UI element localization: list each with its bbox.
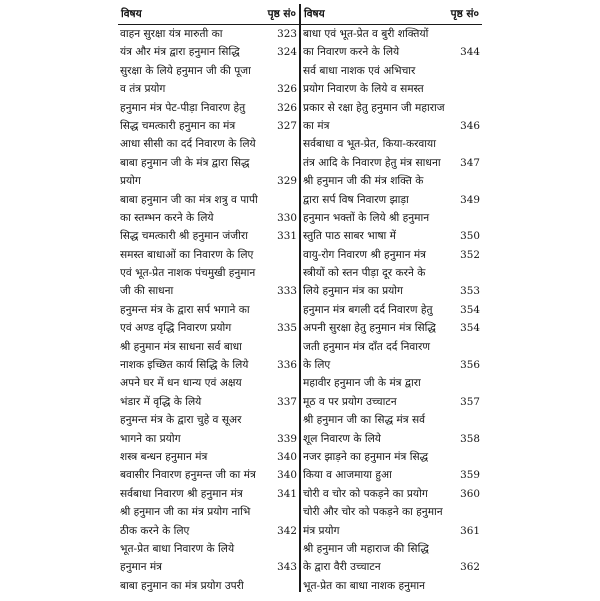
entry-page-number: 342 [277, 524, 297, 537]
index-entry [301, 356, 482, 374]
entry-title: बाधा एवं भूत-प्रेत व बुरी शक्तियों [303, 28, 429, 40]
entry-title: भंडार में वृद्धि के लिये [120, 395, 202, 408]
entry-title: का निवारण करने के लिये [303, 46, 400, 59]
entry-title: प्रकार से रक्षा हेतु हनुमान जी महाराज [303, 101, 445, 114]
entry-title: सर्वबाधा व भूत-प्रेत, किया-करवाया [303, 138, 436, 151]
entry-title: सुरक्षा के लिये हनुमान जी की पूजा [120, 64, 251, 77]
entry-page-number: 357 [460, 395, 480, 408]
entry-title: अपनी सुरक्षा हेतु हनुमान मंत्र सिद्धि [303, 322, 436, 335]
entry-title: किया व आजमाया हुआ [303, 469, 392, 482]
entry-title: एवं भूत-प्रेत नाशक पंचमुखी हनुमान [120, 267, 256, 280]
entry-title: श्री हनुमान जी महाराज की सिद्धि [303, 542, 429, 555]
entry-page-number: 337 [277, 395, 297, 408]
index-entry [118, 227, 299, 245]
entry-title: भागने का प्रयोग [120, 432, 181, 445]
left-entries [118, 25, 299, 595]
right-column [301, 4, 482, 592]
entry-title: श्री हनुमान जी का सिद्ध मंत्र सर्व [303, 414, 425, 427]
entry-title: बाबा हनुमान जी के मंत्र द्वारा सिद्ध [120, 156, 250, 169]
entry-title: अपने घर में धन धान्य एवं अक्षय [120, 377, 242, 390]
entry-page-number: 350 [460, 230, 480, 243]
entry-page-number: 323 [277, 28, 297, 40]
entry-page-number: 330 [277, 211, 297, 224]
index-entry [301, 172, 482, 190]
entry-title: नजर झाड़ने का हनुमान मंत्र सिद्ध [303, 450, 429, 463]
entry-title: एवं अण्ड वृद्धि निवारण प्रयोग [120, 322, 232, 335]
entry-page-number: 354 [460, 322, 480, 335]
entry-title: मूठ व पर प्रयोग उच्चाटन [303, 395, 397, 408]
index-page [118, 4, 482, 592]
entry-page-number: 324 [277, 46, 297, 59]
entry-title: आधा सीसी का दर्द निवारण के लिये [120, 138, 256, 151]
entry-title: भूत-प्रेत का बाधा नाशक हनुमान [303, 579, 425, 592]
entry-title: श्री हनुमान मंत्र साधना सर्व बाधा [120, 340, 242, 353]
index-entry [118, 99, 299, 117]
index-entry [301, 577, 482, 595]
entry-title: लिये हनुमान मंत्र का प्रयोग [303, 285, 403, 298]
entry-title: मंत्र प्रयोग [303, 524, 340, 537]
entry-title: श्री हनुमान जी का मंत्र प्रयोग नाभि [120, 506, 251, 519]
index-entry [301, 99, 482, 117]
index-entry [301, 62, 482, 80]
index-entry [301, 430, 482, 448]
entry-page-number: 333 [277, 285, 297, 298]
entry-page-number: 336 [277, 359, 297, 372]
index-entry [118, 62, 299, 80]
index-entry [301, 43, 482, 61]
entry-title: सर्व बाधा नाशक एवं अभिचार [303, 64, 416, 77]
index-entry [118, 319, 299, 337]
entry-title: वाहन सुरक्षा यंत्र मारुती का [120, 28, 223, 40]
entry-title: हनुमन्त मंत्र के द्वारा चुहे व सूअर [120, 414, 242, 427]
entry-title: नाशक इच्छित कार्य सिद्धि के लिये [120, 359, 249, 372]
index-entry [118, 172, 299, 190]
index-entry [301, 540, 482, 558]
index-entry [301, 301, 482, 319]
entry-page-number: 340 [277, 450, 297, 463]
index-entry [301, 338, 482, 356]
index-entry [118, 558, 299, 576]
index-entry [301, 466, 482, 484]
entry-title: द्वारा सर्प विष निवारण झाड़ा [303, 193, 409, 206]
entry-title: चोरी और चोर को पकड़ने का हनुमान [303, 506, 443, 519]
entry-title: सिद्ध चमत्कारी हनुमान का मंत्र [120, 119, 236, 132]
index-entry [301, 135, 482, 153]
entry-title: जती हनुमान मंत्र दाँत दर्द निवारण [303, 340, 431, 353]
entry-page-number: 326 [277, 101, 297, 114]
index-entry [118, 466, 299, 484]
entry-title: हनुमान मंत्र [120, 561, 163, 574]
entry-title: हनुमन्त मंत्र के द्वारा सर्प भगाने का [120, 303, 250, 316]
entry-title: जी की साधना [120, 285, 174, 298]
entry-title: शूल निवारण के लिये [303, 432, 381, 445]
entry-title: का स्तम्भन करने के लिये [120, 211, 214, 224]
entry-title: बाबा हनुमान का मंत्र प्रयोग उपरी [120, 579, 244, 592]
entry-title: हनुमान मंत्र बगली दर्द निवारण हेतु [303, 303, 433, 316]
entry-title: बवासीर निवारण हनुमन्त जी का मंत्र [120, 469, 256, 482]
index-entry [118, 338, 299, 356]
index-entry [301, 374, 482, 392]
index-entry [301, 448, 482, 466]
right-entries [301, 25, 482, 595]
index-entry [118, 577, 299, 595]
index-entry [118, 356, 299, 374]
entry-page-number: 340 [277, 469, 297, 482]
entry-page-number: 360 [460, 487, 480, 500]
entry-page-number: 362 [460, 561, 480, 574]
entry-page-number: 344 [460, 46, 480, 59]
subject-heading: विषय [121, 8, 142, 20]
entry-page-number: 341 [277, 487, 297, 500]
entry-page-number: 358 [460, 432, 480, 445]
entry-title: समस्त बाधाओं का निवारण के लिए [120, 248, 254, 261]
index-entry [301, 503, 482, 521]
entry-title: हनुमान मंत्र पेट-पीड़ा निवारण हेतु [120, 101, 246, 114]
index-entry [301, 522, 482, 540]
entry-page-number: 331 [277, 230, 297, 243]
entry-title: स्त्रीयों को स्तन पीड़ा दूर करने के [303, 267, 426, 280]
index-entry [118, 191, 299, 209]
index-entry [301, 246, 482, 264]
index-entry [118, 264, 299, 282]
left-column [118, 4, 299, 592]
index-entry [301, 227, 482, 245]
index-entry [118, 301, 299, 319]
index-entry [118, 448, 299, 466]
entry-title: स्तुति पाठ साबर भाषा में [303, 230, 397, 243]
index-entry [118, 25, 299, 43]
entry-page-number: 343 [277, 561, 297, 574]
entry-page-number: 347 [460, 156, 480, 169]
entry-page-number: 354 [460, 303, 480, 316]
page-number-heading: पृष्ठ सं० [267, 8, 296, 20]
entry-page-number: 352 [460, 248, 480, 261]
index-entry [118, 117, 299, 135]
entry-page-number: 346 [460, 119, 480, 132]
entry-title: चोरी व चोर को पकड़ने का प्रयोग [303, 487, 428, 500]
entry-title: बाबा हनुमान जी का मंत्र शत्रु व पापी [120, 193, 258, 206]
index-entry [118, 282, 299, 300]
index-entry [118, 154, 299, 172]
index-entry [301, 80, 482, 98]
index-entry [118, 209, 299, 227]
entry-title: प्रयोग [120, 175, 141, 188]
entry-page-number: 349 [460, 193, 480, 206]
entry-title: तंत्र आदि के निवारण हेतु मंत्र साधना [303, 156, 441, 169]
entry-title: के लिए [303, 359, 331, 372]
index-entry [301, 558, 482, 576]
entry-page-number: 359 [460, 469, 480, 482]
entry-title: हनुमान भक्तों के लिये श्री हनुमान [303, 211, 430, 224]
index-entry [301, 264, 482, 282]
entry-title: के द्वारा वैरी उच्चाटन [303, 561, 381, 574]
index-entry [118, 246, 299, 264]
column-divider [299, 4, 301, 592]
entry-title: का मंत्र [303, 119, 330, 132]
index-entry [118, 43, 299, 61]
right-header [301, 4, 482, 24]
index-entry [118, 522, 299, 540]
subject-heading: विषय [304, 8, 325, 20]
entry-page-number: 335 [277, 322, 297, 335]
entry-page-number: 327 [277, 119, 297, 132]
entry-page-number: 339 [277, 432, 297, 445]
entry-title: श्री हनुमान जी की मंत्र शक्ति के [303, 175, 424, 188]
index-entry [301, 393, 482, 411]
index-entry [118, 540, 299, 558]
index-entry [301, 209, 482, 227]
index-entry [301, 191, 482, 209]
entry-title: भूत-प्रेत बाधा निवारण के लिये [120, 542, 235, 555]
index-entry [118, 374, 299, 392]
entry-page-number: 361 [460, 524, 480, 537]
index-entry [118, 411, 299, 429]
entry-title: प्रयोग निवारण के लिये व समस्त [303, 83, 424, 96]
entry-title: शस्त्र बन्धन हनुमान मंत्र [120, 450, 208, 463]
entry-title: वायु-रोग निवारण श्री हनुमान मंत्र [303, 248, 427, 261]
entry-title: यंत्र और मंत्र द्वारा हनुमान सिद्धि [120, 46, 240, 59]
entry-title: सिद्ध चमत्कारी श्री हनुमान जंजीरा [120, 230, 248, 243]
index-entry [301, 411, 482, 429]
entry-title: ठीक करने के लिए [120, 524, 190, 537]
entry-title: सर्वबाधा निवारण श्री हनुमान मंत्र [120, 487, 243, 500]
index-entry [301, 282, 482, 300]
index-entry [301, 485, 482, 503]
entry-title: महावीर हनुमान जी के मंत्र द्वारा [303, 377, 421, 390]
index-entry [301, 25, 482, 43]
index-entry [301, 117, 482, 135]
index-entry [118, 135, 299, 153]
index-entry [118, 80, 299, 98]
left-header [118, 4, 299, 24]
index-entry [118, 393, 299, 411]
entry-page-number: 329 [277, 175, 297, 188]
index-entry [118, 503, 299, 521]
entry-page-number: 356 [460, 359, 480, 372]
index-entry [301, 154, 482, 172]
header-divider [118, 24, 482, 25]
page-number-heading: पृष्ठ सं० [450, 8, 479, 20]
entry-title: व तंत्र प्रयोग [120, 83, 166, 96]
index-entry [301, 319, 482, 337]
entry-page-number: 326 [277, 83, 297, 96]
entry-page-number: 353 [460, 285, 480, 298]
index-entry [118, 485, 299, 503]
index-entry [118, 430, 299, 448]
